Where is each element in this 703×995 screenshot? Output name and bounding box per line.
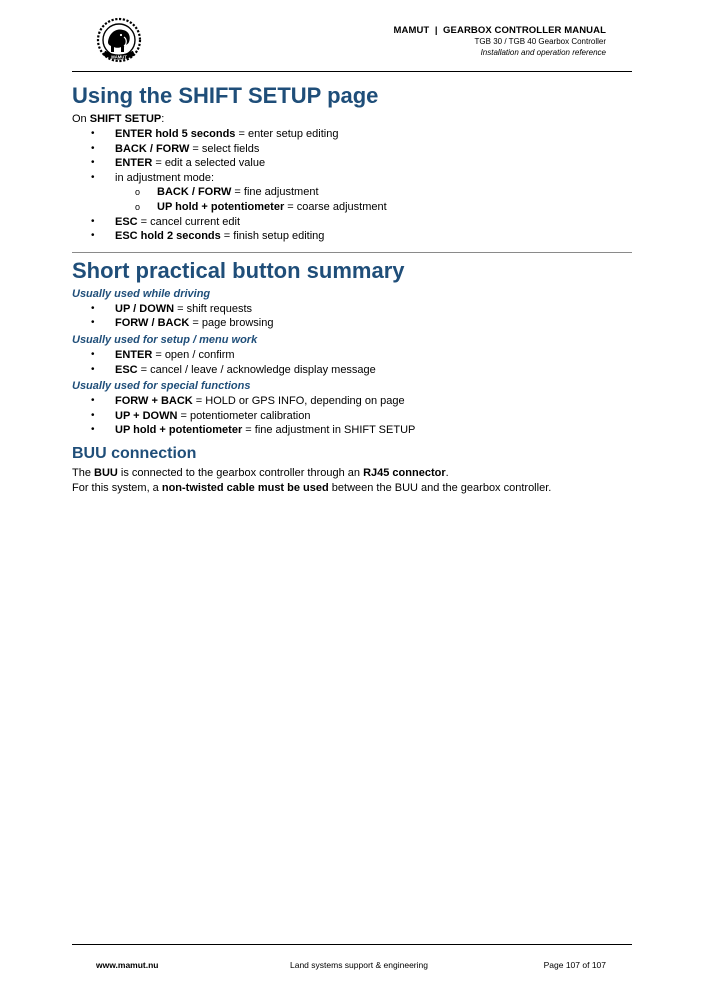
list-item: o UP hold + potentiometer = coarse adjustment — [72, 200, 632, 215]
list-item: • UP + DOWN = potentiometer calibration — [72, 409, 632, 424]
list-item: • UP / DOWN = shift requests — [72, 302, 632, 317]
list-item: • ENTER hold 5 seconds = enter setup editing — [72, 127, 632, 142]
buu-paragraph-1: The BUU is connected to the gearbox controller through an RJ45 connector. — [72, 466, 449, 479]
special-list — [72, 394, 632, 438]
list-item: • BACK / FORW = select fields — [72, 142, 632, 157]
shift-setup-intro: On SHIFT SETUP: — [72, 113, 165, 125]
list-item: • ENTER = edit a selected value — [72, 156, 632, 171]
section-heading-shift-setup: Using the SHIFT SETUP page — [72, 83, 379, 108]
page-header — [393, 25, 606, 58]
list-item: • FORW / BACK = page browsing — [72, 316, 632, 331]
footer-website: www.mamut.nu — [96, 960, 159, 970]
group-title-special: Usually used for special functions — [72, 380, 251, 393]
header-divider — [72, 71, 632, 72]
footer-page-number: Page 107 of 107 — [543, 960, 606, 970]
section-heading-buu-connection: BUU connection — [72, 444, 197, 462]
svg-text:MAMUT: MAMUT — [111, 54, 127, 60]
buu-paragraph-2: For this system, a non-twisted cable must be used between the BUU and the gearbox controller. — [72, 481, 552, 494]
group-title-driving: Usually used while driving — [72, 287, 211, 300]
setup-list — [72, 348, 632, 377]
list-item: • ESC hold 2 seconds = finish setup editing — [72, 229, 632, 244]
section-heading-button-summary: Short practical button summary — [72, 257, 405, 283]
list-item: o BACK / FORW = fine adjustment — [72, 185, 632, 200]
list-item: • in adjustment mode: — [72, 171, 632, 186]
list-item: • ESC = cancel current edit — [72, 215, 632, 230]
page-content — [72, 82, 632, 496]
footer-center-text: Land systems support & engineering — [290, 960, 428, 970]
group-title-setup: Usually used for setup / menu work — [72, 333, 258, 346]
manual-subtitle: TGB 30 / TGB 40 Gearbox Controller — [474, 37, 606, 46]
footer-divider — [72, 944, 632, 945]
mamut-logo — [94, 17, 144, 63]
driving-list — [72, 302, 632, 331]
list-item: • UP hold + potentiometer = fine adjustment in SHIFT SETUP — [72, 423, 632, 438]
manual-tagline: Installation and operation reference — [480, 48, 606, 57]
section-divider — [72, 252, 632, 253]
list-item: • ENTER = open / confirm — [72, 348, 632, 363]
manual-title: MAMUT | GEARBOX CONTROLLER MANUAL — [393, 25, 606, 36]
list-item: • FORW + BACK = HOLD or GPS INFO, depending on page — [72, 394, 632, 409]
shift-setup-list — [72, 127, 632, 244]
list-item: • ESC = cancel / leave / acknowledge display message — [72, 363, 632, 378]
